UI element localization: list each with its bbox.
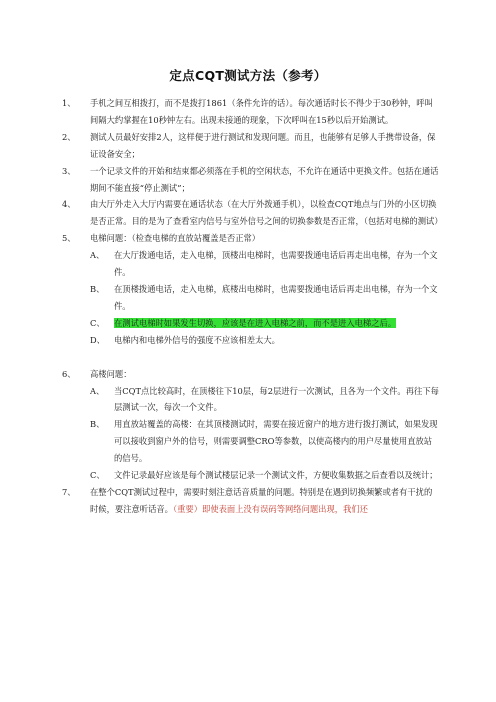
document-title: 定点CQT测试方法（参考） (169, 68, 327, 83)
item-number: 1、 (62, 98, 76, 108)
sub-item-letter: B、 (90, 419, 105, 430)
sub-list-item (62, 467, 440, 484)
item-number: 3、 (62, 165, 76, 176)
list-item (62, 129, 440, 163)
item-text: 由大厅外走入大厅内需要在通话状态（在大厅外拨通手机），以检查CQT地点与门外的小区切换是否正常。目的是为了查看室内信号与室外信号之间的切换参数是否正常，（包括对电梯的测试） (90, 199, 443, 227)
item-text: 一个记录文件的开始和结束都必须落在手机的空闲状态，不允许在通话中更换文件。包括在通话期间不能直接“停止测试”； (90, 165, 439, 193)
item-number: 7、 (62, 486, 76, 497)
sub-list-item (62, 383, 440, 417)
item-number: 6、 (62, 368, 76, 379)
item-text: 手机之间互相拨打，而不是拨打1861（条件允许的话）。每次通话时长不得少于30秒钟，呼叫间隔大约掌握在10秒钟左右。出现未接通的现象，下次呼叫在15秒以后开始测试。 (90, 98, 433, 125)
sub-list-item (62, 315, 440, 332)
item-text: 测试人员最好安排2人，这样便于进行测试和发现问题。而且，也能够有足够人手携带设备，保证设备安全； (90, 131, 436, 159)
blank-line (62, 349, 440, 366)
highlighted-text: 在测试电梯时如果发生切换，应该是在进入电梯之前，而不是进入电梯之后。 (114, 317, 397, 328)
sub-item-letter: C、 (90, 317, 105, 328)
document-body (62, 95, 443, 518)
list-item (62, 484, 440, 518)
list-item (62, 366, 440, 383)
item-text: 电梯问题：（检查电梯的直放站覆盖是否正常） (90, 233, 261, 244)
sub-item-letter: B、 (90, 283, 105, 294)
sub-item-letter: A、 (90, 385, 105, 396)
sub-item-letter: D、 (90, 334, 105, 345)
emphasis-text: （重要）即使表面上没有误码等网络问题出现，我们还 (172, 503, 368, 514)
item-text: 在整个CQT测试过程中，需要时刻注意话音质量的问题。特别是在遇到切换频繁或者有干扰的时候，要注意听话音。 (90, 486, 433, 514)
list-item (62, 196, 443, 230)
sub-item-text: 在顶楼拨通电话，走入电梯，底楼出电梯时，也需要拨通电话后再走出电梯，存为一个文件。 (114, 283, 438, 311)
sub-item-letter: C、 (90, 470, 105, 481)
list-item (62, 163, 440, 197)
sub-list-item (62, 247, 440, 281)
sub-list-item (62, 416, 440, 467)
sub-list-item (62, 281, 440, 315)
sub-item-letter: A、 (90, 250, 105, 261)
item-number: 5、 (62, 233, 76, 244)
sub-item-text: 当CQT点比较高时，在顶楼往下10层，每2层进行一次测试，且各为一个文件。再往下每层测试一次，每次一个文件。 (114, 385, 439, 413)
list-item (62, 230, 440, 247)
sub-item-text: 文件记录最好应该是每个测试楼层记录一个测试文件，方便收集数据之后查看以及统计； (114, 470, 438, 481)
sub-item-text: 用直放站覆盖的高楼：在其顶楼测试时，需要在接近窗户的地方进行拨打测试，如果发现可以接收到窗户外的信号，则需要调整CRO等参数，以使高楼内的用户尽量使用直放站的信号。 (114, 419, 438, 464)
item-text: 高楼问题： (90, 368, 132, 379)
item-number: 4、 (62, 199, 76, 210)
sub-list-item (62, 332, 440, 349)
item-number: 2、 (62, 131, 76, 142)
sub-item-text: 在大厅拨通电话，走入电梯，顶楼出电梯时，也需要拨通电话后再走出电梯，存为一个文件。 (114, 250, 438, 278)
list-item (62, 95, 440, 129)
sub-item-text: 电梯内和电梯外信号的强度不应该相差太大。 (114, 334, 280, 345)
